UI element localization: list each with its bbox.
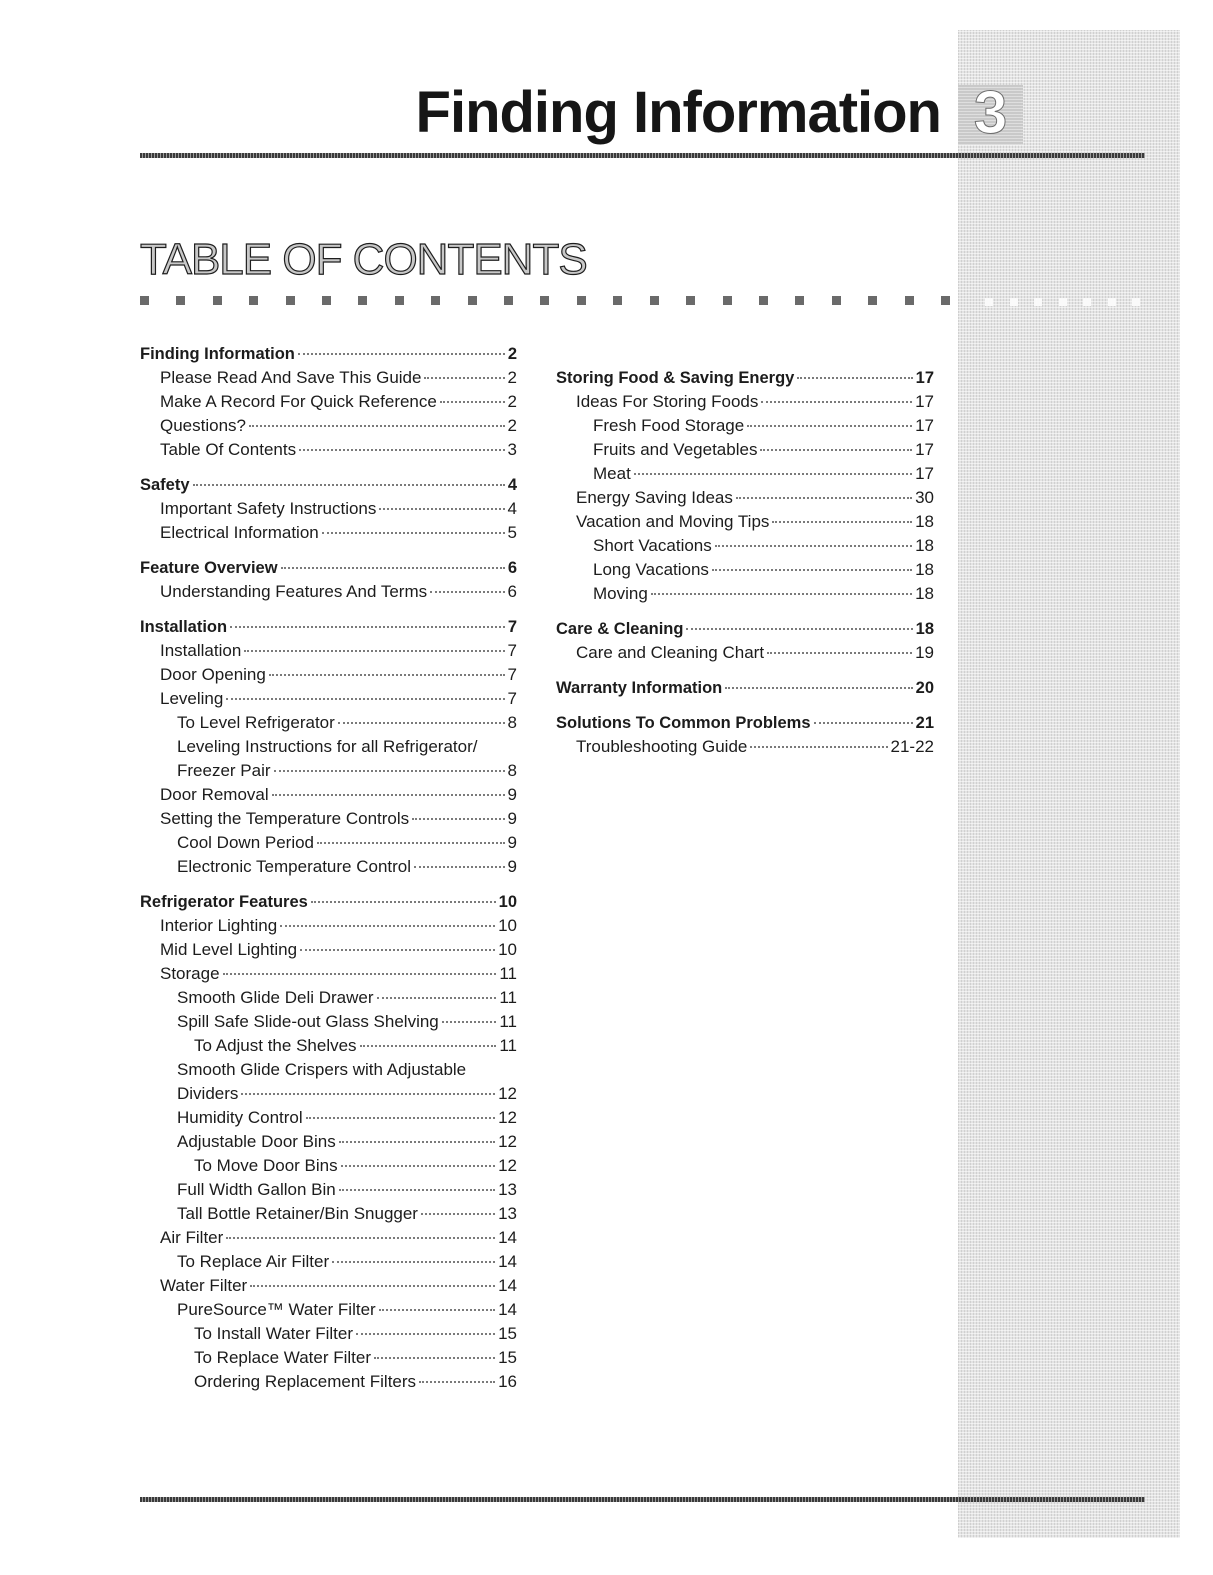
toc-page-number: 7	[507, 689, 517, 708]
toc-entry[interactable]	[140, 1346, 517, 1370]
dot-leader	[226, 1237, 495, 1239]
toc-page-number: 11	[499, 1036, 517, 1055]
toc-page-number: 17	[915, 369, 934, 387]
dot-leader	[272, 794, 505, 796]
dot-leader	[736, 497, 912, 499]
toc-page-number: 14	[498, 1300, 517, 1319]
toc-entry[interactable]	[556, 641, 934, 665]
dot-leader	[322, 532, 505, 534]
toc-page-number: 13	[498, 1204, 517, 1223]
toc-page-number: 12	[498, 1108, 517, 1127]
toc-entry-title: Interior Lighting	[160, 916, 278, 935]
dot-leader	[421, 1213, 495, 1215]
toc-page-number: 21	[915, 714, 934, 732]
toc-page-number: 14	[498, 1228, 517, 1247]
square-bullet	[249, 296, 258, 305]
toc-entry[interactable]	[140, 497, 517, 521]
toc-entry[interactable]	[140, 580, 517, 604]
square-bullet	[1059, 298, 1067, 306]
dot-leader	[280, 925, 495, 927]
dot-leader	[356, 1333, 495, 1335]
dot-leader	[715, 545, 912, 547]
toc-entry-title: Installation	[160, 641, 242, 660]
dot-leader	[442, 1021, 497, 1023]
toc-entry[interactable]	[140, 438, 517, 462]
toc-entry[interactable]	[140, 1298, 517, 1322]
square-bullet	[140, 296, 149, 305]
toc-heading: TABLE OF CONTENTS	[140, 235, 587, 284]
dot-leader	[760, 449, 912, 451]
dot-leader	[440, 401, 505, 403]
toc-page-number: 18	[915, 536, 934, 555]
toc-entry-title: Mid Level Lighting	[160, 940, 298, 959]
toc-page-number: 11	[499, 1012, 517, 1031]
dot-leader	[299, 449, 504, 451]
toc-entry[interactable]	[140, 521, 517, 545]
toc-section-entry[interactable]	[556, 366, 934, 390]
dot-leader	[651, 593, 912, 595]
toc-page-number: 10	[498, 916, 517, 935]
toc-entry-title: Ideas For Storing Foods	[576, 392, 759, 411]
toc-section-entry[interactable]	[140, 473, 517, 497]
toc-entry-title: Fresh Food Storage	[593, 416, 745, 435]
toc-page-number: 7	[507, 618, 517, 636]
toc-entry-title: Solutions To Common Problems	[556, 714, 811, 732]
toc-page-number: 11	[499, 964, 517, 983]
toc-page-number: 11	[499, 988, 517, 1007]
toc-entry-title: To Replace Water Filter	[194, 1348, 371, 1367]
toc-page-number: 12	[498, 1156, 517, 1175]
toc-section-entry[interactable]	[556, 617, 934, 641]
dot-leader	[424, 377, 504, 379]
dot-leader	[300, 949, 495, 951]
toc-page-number: 9	[507, 833, 517, 852]
toc-entry[interactable]	[140, 639, 517, 663]
toc-page-number: 16	[498, 1372, 517, 1391]
dot-leader	[317, 842, 505, 844]
toc-entry[interactable]	[140, 855, 517, 879]
dot-leader	[414, 866, 505, 868]
dot-leader	[339, 1141, 495, 1143]
toc-column-right	[556, 366, 934, 759]
toc-entry[interactable]	[556, 510, 934, 534]
toc-entry[interactable]	[140, 1106, 517, 1130]
toc-entry[interactable]	[140, 1058, 517, 1082]
toc-entry-title: Spill Safe Slide-out Glass Shelving	[177, 1012, 439, 1031]
square-bullet	[723, 296, 732, 305]
toc-page-number: 9	[507, 857, 517, 876]
toc-page-number: 14	[498, 1276, 517, 1295]
dot-leader	[250, 1285, 495, 1287]
toc-entry[interactable]	[140, 1250, 517, 1274]
toc-entry[interactable]	[140, 1226, 517, 1250]
dot-leader	[311, 901, 496, 903]
dot-leader	[379, 508, 504, 510]
toc-entry-title: Important Safety Instructions	[160, 499, 377, 518]
square-bullet	[613, 296, 622, 305]
toc-entry-title: Storage	[160, 964, 220, 983]
dot-leader	[226, 698, 504, 700]
toc-entry[interactable]	[140, 414, 517, 438]
toc-entry-title: Troubleshooting Guide	[576, 737, 748, 756]
toc-entry-title: Dividers	[177, 1084, 239, 1103]
toc-entry-title: Meat	[593, 464, 631, 483]
toc-page-number: 18	[915, 560, 934, 579]
square-bullet	[540, 296, 549, 305]
dot-leader	[772, 521, 912, 523]
toc-entry[interactable]	[140, 1322, 517, 1346]
toc-entry-title: Tall Bottle Retainer/Bin Snugger	[177, 1204, 418, 1223]
square-bullet	[905, 296, 914, 305]
toc-entry[interactable]	[140, 831, 517, 855]
toc-entry-title: Moving	[593, 584, 648, 603]
toc-entry-title: Smooth Glide Crispers with Adjustable	[177, 1060, 467, 1079]
toc-entry-title: Door Removal	[160, 785, 269, 804]
toc-entry-title: Vacation and Moving Tips	[576, 512, 770, 531]
toc-page-number: 6	[507, 582, 517, 601]
dot-leader	[767, 652, 912, 654]
toc-entry[interactable]	[140, 783, 517, 807]
toc-page-number: 19	[915, 643, 934, 662]
dot-leader	[814, 722, 913, 724]
dot-leader	[377, 997, 497, 999]
toc-entry-title: Understanding Features And Terms	[160, 582, 428, 601]
toc-entry-title: PureSource™ Water Filter	[177, 1300, 376, 1319]
toc-entry[interactable]	[140, 1370, 517, 1394]
dot-leader	[747, 425, 912, 427]
toc-entry-title: To Adjust the Shelves	[194, 1036, 357, 1055]
toc-entry[interactable]	[140, 390, 517, 414]
toc-entry-title: To Install Water Filter	[194, 1324, 354, 1343]
toc-entry[interactable]	[556, 582, 934, 606]
toc-entry-title: Warranty Information	[556, 679, 723, 697]
toc-entry-title: Please Read And Save This Guide	[160, 368, 422, 387]
toc-page-number: 7	[507, 641, 517, 660]
square-bullet	[1010, 298, 1018, 306]
toc-entry-title: Cool Down Period	[177, 833, 315, 852]
square-bullet	[1108, 298, 1116, 306]
toc-entry[interactable]	[140, 759, 517, 783]
toc-entry-title: Leveling	[160, 689, 224, 708]
dot-leader	[360, 1045, 497, 1047]
toc-entry-title: Energy Saving Ideas	[576, 488, 733, 507]
square-bullet	[468, 296, 477, 305]
toc-entry-title: Make A Record For Quick Reference	[160, 392, 437, 411]
toc-page-number: 17	[915, 392, 934, 411]
dot-leader	[750, 746, 887, 748]
dot-leader	[761, 401, 912, 403]
toc-entry-title: Care and Cleaning Chart	[576, 643, 765, 662]
dot-leader	[430, 591, 504, 593]
toc-entry-title: Short Vacations	[593, 536, 712, 555]
toc-section-entry[interactable]	[556, 711, 934, 735]
dot-leader	[249, 425, 505, 427]
dot-leader	[281, 567, 505, 569]
toc-entry[interactable]	[140, 366, 517, 390]
dot-leader	[193, 484, 505, 486]
toc-entry-title: Setting the Temperature Controls	[160, 809, 410, 828]
dot-leader	[244, 650, 504, 652]
toc-entry-title: Leveling Instructions for all Refrigerator/	[177, 737, 478, 756]
toc-entry[interactable]	[140, 711, 517, 735]
toc-entry[interactable]	[556, 534, 934, 558]
toc-page-number: 2	[507, 392, 517, 411]
square-bullet	[1132, 298, 1140, 306]
toc-entry[interactable]	[140, 1130, 517, 1154]
dot-leader	[223, 973, 497, 975]
toc-entry-title: Refrigerator Features	[140, 893, 308, 911]
toc-page-number: 13	[498, 1180, 517, 1199]
toc-entry[interactable]	[140, 687, 517, 711]
toc-page-number: 5	[507, 523, 517, 542]
toc-entry[interactable]	[140, 1082, 517, 1106]
square-bullet	[868, 296, 877, 305]
chapter-sidebar	[958, 30, 1180, 1538]
square-bullet	[213, 296, 222, 305]
toc-page-number: 21-22	[890, 737, 934, 756]
dot-leader	[338, 722, 505, 724]
toc-section-entry[interactable]	[140, 556, 517, 580]
toc-page-number: 10	[498, 940, 517, 959]
toc-entry-title: Full Width Gallon Bin	[177, 1180, 336, 1199]
toc-page-number: 10	[498, 893, 517, 911]
square-bullet	[358, 296, 367, 305]
dot-leader	[306, 1117, 495, 1119]
toc-entry[interactable]	[140, 938, 517, 962]
toc-entry-title: Water Filter	[160, 1276, 248, 1295]
square-bullet	[395, 296, 404, 305]
toc-entry[interactable]	[556, 735, 934, 759]
toc-page-number: 18	[915, 584, 934, 603]
toc-entry[interactable]	[140, 735, 517, 759]
square-bullet	[1034, 298, 1042, 306]
toc-page-number: 15	[498, 1348, 517, 1367]
toc-entry-title: Care & Cleaning	[556, 620, 684, 638]
dot-leader	[339, 1189, 495, 1191]
toc-column-left	[140, 342, 517, 1394]
toc-page-number: 15	[498, 1324, 517, 1343]
toc-page-number: 12	[498, 1132, 517, 1151]
toc-entry-title: Questions?	[160, 416, 246, 435]
toc-entry[interactable]	[140, 1178, 517, 1202]
toc-page-number: 6	[507, 559, 517, 577]
toc-entry[interactable]	[556, 558, 934, 582]
toc-page-number: 14	[498, 1252, 517, 1271]
toc-entry-title: Safety	[140, 476, 190, 494]
square-bullet	[795, 296, 804, 305]
square-bullet	[286, 296, 295, 305]
toc-entry-title: Fruits and Vegetables	[593, 440, 758, 459]
toc-entry[interactable]	[140, 914, 517, 938]
toc-entry-title: To Replace Air Filter	[177, 1252, 330, 1271]
chapter-number: 3	[973, 79, 1008, 146]
toc-entry[interactable]	[140, 1010, 517, 1034]
toc-entry-title: To Move Door Bins	[194, 1156, 338, 1175]
toc-entry-title: Humidity Control	[177, 1108, 303, 1127]
dot-leader	[379, 1309, 495, 1311]
toc-entry-title: Table Of Contents	[160, 440, 297, 459]
toc-page-number: 18	[915, 512, 934, 531]
decorative-square-row	[140, 296, 950, 308]
toc-entry[interactable]	[140, 986, 517, 1010]
toc-page-number: 20	[915, 679, 934, 697]
dot-leader	[686, 628, 912, 630]
dot-leader	[712, 569, 912, 571]
toc-entry-title: Adjustable Door Bins	[177, 1132, 336, 1151]
page-title: Finding Information	[415, 80, 941, 145]
toc-page-number: 7	[507, 665, 517, 684]
dot-leader	[230, 626, 505, 628]
square-bullet	[1083, 298, 1091, 306]
toc-entry-title: Finding Information	[140, 345, 295, 363]
toc-entry-title: Storing Food & Saving Energy	[556, 369, 795, 387]
square-bullet	[686, 296, 695, 305]
square-bullet	[759, 296, 768, 305]
toc-page-number: 2	[507, 416, 517, 435]
square-bullet	[832, 296, 841, 305]
toc-entry-title: Installation	[140, 618, 228, 636]
toc-page-number: 8	[507, 761, 517, 780]
toc-entry[interactable]	[140, 1202, 517, 1226]
toc-page-number: 17	[915, 464, 934, 483]
toc-entry-title: Electrical Information	[160, 523, 319, 542]
toc-entry[interactable]	[140, 1034, 517, 1058]
bottom-rule	[140, 1497, 1145, 1502]
dot-leader	[412, 818, 504, 820]
toc-page-number: 30	[915, 488, 934, 507]
toc-entry-title: Electronic Temperature Control	[177, 857, 412, 876]
top-rule	[140, 153, 1145, 158]
toc-page-number: 9	[507, 785, 517, 804]
square-bullet	[577, 296, 586, 305]
toc-entry[interactable]	[140, 962, 517, 986]
toc-page-number: 2	[507, 345, 517, 363]
toc-page-number: 17	[915, 416, 934, 435]
toc-entry[interactable]	[556, 462, 934, 486]
toc-page-number: 8	[507, 713, 517, 732]
toc-page-number: 12	[498, 1084, 517, 1103]
toc-entry[interactable]	[140, 1274, 517, 1298]
square-bullet	[985, 298, 993, 306]
toc-entry-title: Smooth Glide Deli Drawer	[177, 988, 374, 1007]
dot-leader	[797, 377, 912, 379]
toc-entry[interactable]	[556, 486, 934, 510]
dot-leader	[419, 1381, 495, 1383]
square-bullet	[504, 296, 513, 305]
dot-leader	[298, 353, 505, 355]
toc-entry-title: Freezer Pair	[177, 761, 271, 780]
toc-entry[interactable]	[556, 390, 934, 414]
dot-leader	[725, 687, 912, 689]
dot-leader	[241, 1093, 495, 1095]
toc-section-entry[interactable]	[556, 676, 934, 700]
square-bullet	[176, 296, 185, 305]
toc-entry[interactable]	[140, 663, 517, 687]
toc-page-number: 4	[507, 476, 517, 494]
toc-page-number: 3	[507, 440, 517, 459]
toc-section-entry[interactable]	[140, 890, 517, 914]
square-bullet	[322, 296, 331, 305]
dot-leader	[634, 473, 912, 475]
dot-leader	[374, 1357, 495, 1359]
toc-entry-title: Door Opening	[160, 665, 266, 684]
dot-leader	[341, 1165, 495, 1167]
toc-page-number: 18	[915, 620, 934, 638]
toc-page-number: 4	[507, 499, 517, 518]
square-bullet	[431, 296, 440, 305]
dot-leader	[332, 1261, 495, 1263]
dot-leader	[274, 770, 505, 772]
toc-entry[interactable]	[556, 438, 934, 462]
toc-entry[interactable]	[140, 807, 517, 831]
toc-entry-title: Ordering Replacement Filters	[194, 1372, 417, 1391]
toc-entry-title: To Level Refrigerator	[177, 713, 335, 732]
toc-entry-title: Long Vacations	[593, 560, 709, 579]
toc-page-number: 2	[507, 368, 517, 387]
square-bullet	[941, 296, 950, 305]
decorative-square-row-light	[985, 298, 1140, 308]
toc-section-entry[interactable]	[140, 615, 517, 639]
dot-leader	[269, 674, 505, 676]
toc-section-entry[interactable]	[140, 342, 517, 366]
toc-entry[interactable]	[556, 414, 934, 438]
toc-entry[interactable]	[140, 1154, 517, 1178]
toc-page-number: 9	[507, 809, 517, 828]
toc-page-number: 17	[915, 440, 934, 459]
toc-entry-title: Feature Overview	[140, 559, 278, 577]
toc-entry-title: Air Filter	[160, 1228, 224, 1247]
square-bullet	[650, 296, 659, 305]
